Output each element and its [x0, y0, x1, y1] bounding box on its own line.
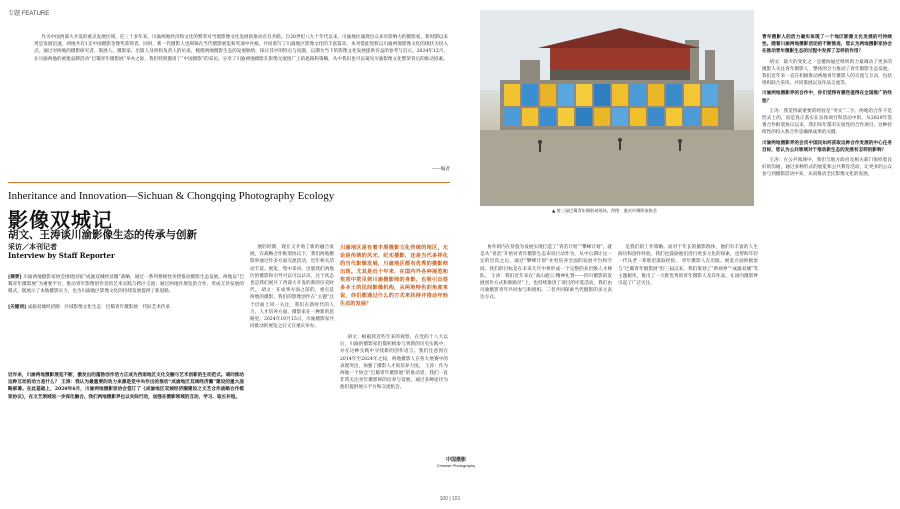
feature-photo: [480, 10, 754, 206]
sidebar-question-3: 川渝两地摄影界的会员中国民如何获取这种合作发展的中心任务目标，您认为公共领域对于推动新生态的发展有怎样的影响？: [762, 140, 892, 153]
sidebar-answer-2: 王涛：我觉得最重要的经验是“务实”二字。两地的合作不是形式上的，而是真正落实在具体项目和活动中的。从2020年签署合作框架协议以来，我们每年都有实质性的合作项目，这种持续性的投入和合作是确保成果的关键。: [762, 108, 892, 136]
byline-zh: 采访／本刊记者: [8, 242, 57, 251]
title-rule: [8, 182, 450, 183]
section-label: 专题: [8, 11, 21, 17]
page-numbers: 100 | 101: [439, 496, 461, 502]
intro-author: ——编者: [431, 167, 450, 172]
abstract-block: [8, 274, 244, 354]
logo-line1: 中国摄影: [445, 457, 466, 463]
sidebar-column: [762, 34, 892, 500]
chinese-subtitle: 胡文、王涛谈川渝影像生态的传承与创新: [8, 229, 197, 241]
intro-paragraph: 作为中国西部大开发的重点发展区域，近三十多年来，川渝两地经济和文化的繁荣对当地影像文化发展的推动有目共睹。自20世纪八九十年代以来，川渝地区涌现出众多有影响力的摄影家，新时期以来更是发展迅速，两地共有1支中国摄影金像奖获得者。同时，新一代摄影人也频频在当代摄影展览和奖项中亮相。共同谱写了川渝地区影像文化的丰富篇章。本刊借此契机以川渝两地影像文化的现状为切入点，通过对两地的摄影研究者、策展人、摄影家、出版人及机构负责人的访谈，梳理两地摄影生态的发展脉络，探讨其中的特点与问题，以期为当下的影像文化发展提供有益的参考与启示。2024年12月，在川渝两地的重要品牌活动“巴蜀青年摄影展”举办之际，我们特别邀请了“中国摄影”的采访，分享了川渝两地摄影在影像交流推广上的思路和策略，从中我们也可以窥见川渝影像文化繁荣背后的推动因素。: [34, 35, 448, 62]
right2-text: 是我们的工作策略。而对于年长的摄影群体，他们有丰富的人生阅历和创作经验。我们也鼓励他们进行更多元化的探索，也帮助年轻一代从老一辈那里汲取经验。 青年摄影人在出版、展览方面积极参与“巴蜀青年摄影展”的三届以来，我们策划了“新视界”“成渝双城”等主题板块，推出了一大批优秀的青年摄影人及其作品，在国内摄影界引起了广泛关注。: [618, 245, 758, 287]
mid-left-text: 展的时期，现在又开始了新的融合发展。在战略合作框架协议下，我们两地摄影界通过作多方面交流活动，近年相关活动丰富。展览、集中采风、出版我们两地区的摄影和引导可以可以认识，这个状态也是我们展开了西部大开发的新的历史时代。 胡文：在成事方面之前的，重点是两地的摄影。我们的影像创作在“主题”这个层面上同一关注，我们在新时代的人力、人才培养方面，摄影家在一种新的思路里。2024年10月15日，川渝摄影家共同推动的展览之后又在重庆举办。: [250, 245, 334, 330]
column-right-2: [618, 244, 758, 500]
photo-caption: ▲ 第三届巴蜀青年摄影展现场，供图：重庆市摄影家协会: [552, 208, 658, 213]
byline-block: [8, 242, 115, 260]
mid-right-text: 胡文：根据我近些年来的观察，在党的十八大以后，川渝的摄影家们都积极参与到新的历史实践中，并在这种实践中寻找新的创作语言。我们注意到在2014年至2024年之间，两地摄影人在各大展赛中的表现突出，加强了摄影人才的培养力度。 王涛：作为两地一个协会“巴蜀青年摄影展”的推动者，我们一直非常关注青年摄影师的培养与发展，通过多种途径为他们提供展示平台和交流机会。: [340, 335, 448, 391]
column-right-1: [480, 244, 612, 500]
column-mid-right: [340, 334, 448, 500]
byline-en: Interview by Staff Reporter: [8, 251, 115, 260]
chinese-title: 影像双城记: [8, 208, 113, 232]
lower-left-text: 近年来，川渝两地摄影展览不断，激发出的蓬勃创作活力正成为西南地区文化交融与艺术创新的生动范式。请问推动这种互动的动力是什么？ 王涛：我认为最重要的动力来源是党中央作出的推动“成渝地区双城经济圈”建设的重大战略部署。在此基础上，2020年6月，川渝两地摄影家协会签订了《成渝地区双城经济圈建设之文艺合作战略合作框架协议》，在文艺领域进一步深化融合。我们两地摄影界也以实际行动，加强在摄影领域的互动、学习、取长补短。: [8, 373, 244, 400]
keywords-label: [关键词]: [8, 304, 27, 310]
pull-quote: [340, 244, 448, 328]
abstract-label: [摘要]: [8, 275, 22, 280]
logo-line2: Chinese Photography: [436, 463, 476, 468]
sidebar-question-1: 青年摄影人的活力确实体现了一个地区影像文化发展的可持续性。随着川渝两地摄影活动的不断推进，您认为两地摄影家协会在推动青年摄影生态的过程中发挥了怎样的作用？: [762, 35, 892, 55]
photo-illustration: [480, 10, 754, 206]
intro-paragraph-block: [34, 34, 448, 166]
sidebar-answer-3: 王涛：在公共领域中，我们与地方政府及相关部门保持着良好的沟通，通过多种形式的展览和公共教育活动，让更多的公众参与到摄影活动中来，从而推动全民影像文化的发展。: [762, 158, 892, 178]
keywords-text: 成渝双城经济圈 区域影像文化生态 巴蜀青年摄影展 代际艺术传承: [27, 304, 171, 310]
pull-quote-text: 川渝地区是有着丰厚摄影文化传统的地区，无论是传统的风光、纪实摄影，还是当代多样化的当代影像发展，川渝地区都有优秀的摄影师出现。尤其是近十年来，在国内外各种展览和奖项中常见到川渝摄影师的身影，也吸引出很多本土的民间影像机构，从两地特色的角度来说，你们都通过什么的方式来扶持并推动年轻生态的发展？: [340, 245, 448, 307]
section-label-en: FEATURE: [21, 11, 50, 17]
column-mid-left: [250, 244, 334, 500]
sidebar-answer-1: 胡文：最大的变化之一是摄协通过组织的力量调动了更多的摄影人关注青年摄影人，整体的合力推动了青年摄影生态发展。我们近年来一直在积极推动两地青年摄影人的交流与互动，包括组织联合采风、共同策展以及作品交流等。: [762, 59, 892, 87]
right1-text: 协作的内在价值为发展实现打造了“青苗计划”“攀峰计划”。就是从“青苗”开始对青年摄影生态来说行动作为，从中后期让这一定的层次之后，通过“攀峰计划”并更培养全面的发展平台和空间。我们的目标是在未来几年中将形成一个完整的多层级人才梯队。 王涛：我们近年来在“高山抱云·精神礼赞——四川摄影的发展创作方式和新路径”上，也持续推进了项目的评选活动，我们由川渝摄影青年共同参与和组织。二者共同探索当代摄影的多元表达方式。: [480, 245, 612, 301]
sidebar-question-2: 川渝两地摄影界的合作中，你们觉得有哪些值得在全国推广的经验？: [762, 91, 892, 104]
english-title: Inheritance and Innovation—Sichuan & Chongqing Photography Ecology: [8, 190, 335, 202]
magazine-logo: [436, 456, 476, 468]
column-lower-left: [8, 372, 244, 500]
abstract-text: 川渝两地摄影家协会围绕国家“成渝双城经济圈”战略，通过一系列系统性举措推动摄影生态发展。两地以“巴蜀青年摄影展”为重要平台，推动青年影像创作者的艺术实践与跨区交流；通过两地作展览的合作、形成互补发展的模式，既展示了本地摄影实力，也为川渝地区影像文化的持续发展提供了新思路。: [8, 275, 244, 295]
section-tag: [8, 8, 49, 17]
